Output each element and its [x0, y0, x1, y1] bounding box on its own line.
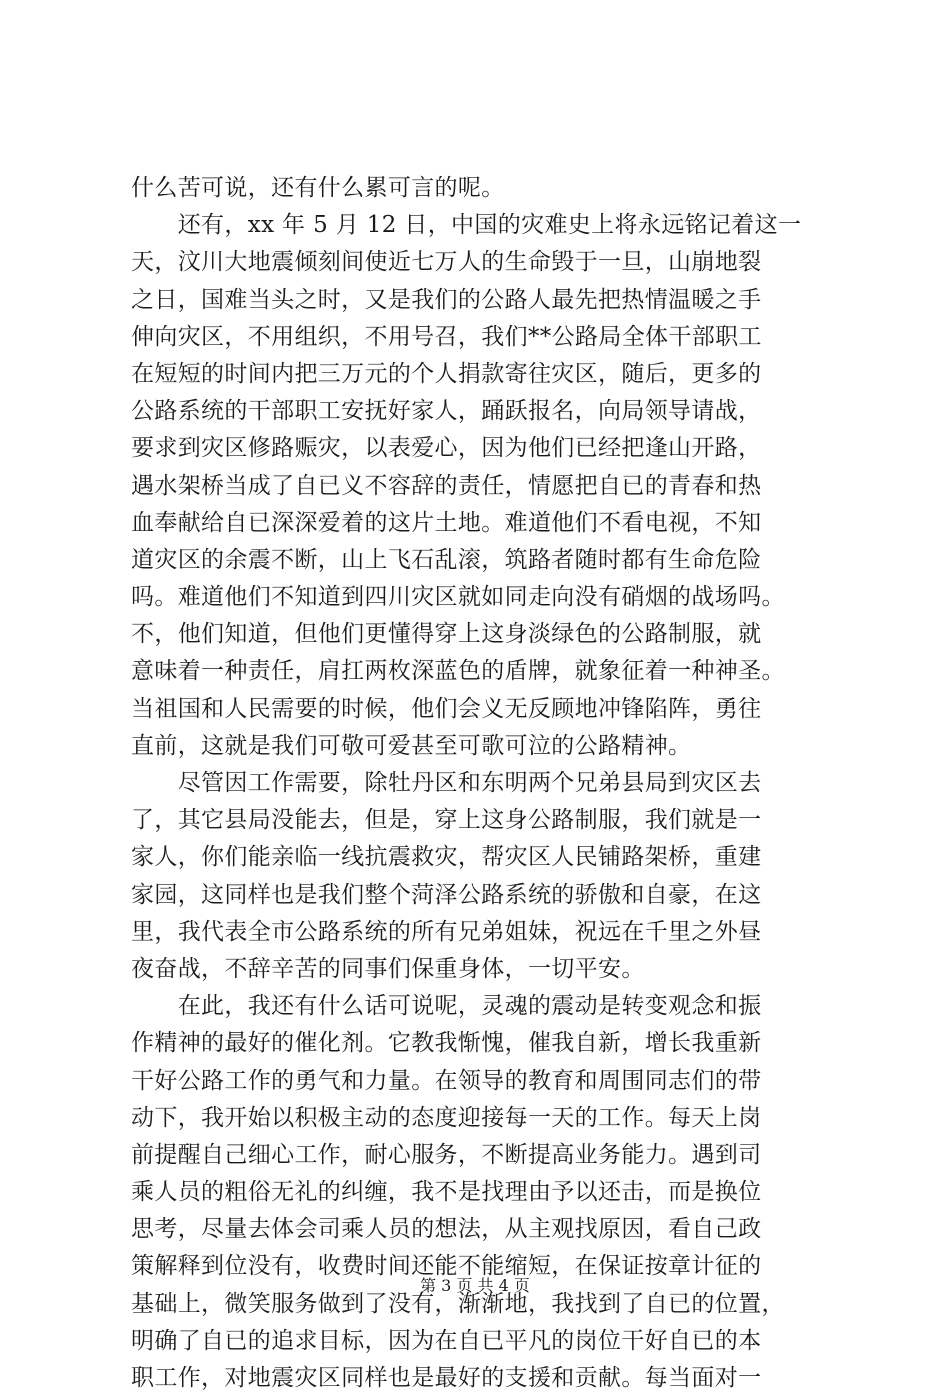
- text-line: 意味着一种责任，肩扛两枚深蓝色的盾牌，就象征着一种神圣。: [131, 658, 785, 685]
- text-line: 什么苦可说，还有什么累可言的呢。: [131, 175, 505, 201]
- text-line: 明确了自已的追求目标，因为在自已平凡的岗位干好自已的本: [131, 1327, 762, 1354]
- text-line: 里，我代表全市公路系统的所有兄弟姐妹，祝远在千里之外昼: [131, 918, 762, 945]
- text-line: 公路系统的干部职工安抚好家人，踊跃报名，向局领导请战，: [131, 398, 762, 425]
- text-line: 不，他们知道，但他们更懂得穿上这身淡绿色的公路制服，就: [131, 621, 762, 648]
- text-line: 还有，xx 年 5 月 12 日，中国的灾难史上将永远铭记着这一: [131, 212, 802, 239]
- text-line: 当祖国和人民需要的时候，他们会义无反顾地冲锋陷阵，勇往: [131, 695, 762, 722]
- text-line: 基础上，微笑服务做到了没有，渐渐地，我找到了自已的位置，: [131, 1290, 785, 1317]
- text-line: 在此，我还有什么话可说呢，灵魂的震动是转变观念和振: [131, 993, 762, 1020]
- text-line: 之日，国难当头之时，又是我们的公路人最先把热情温暖之手: [131, 286, 762, 313]
- page-footer: [0, 1276, 950, 1296]
- text-line: 天，汶川大地震倾刻间使近七万人的生命毁于一旦，山崩地裂: [131, 249, 762, 276]
- text-line: 作精神的最好的催化剂。它教我惭愧，催我自新，增长我重新: [131, 1030, 762, 1057]
- text-line: 乘人员的粗俗无礼的纠缠，我不是找理由予以还击，而是换位: [131, 1179, 762, 1206]
- text-line: 家人，你们能亲临一线抗震救灾，帮灾区人民铺路架桥，重建: [131, 844, 762, 871]
- text-line: 伸向灾区，不用组织，不用号召，我们**公路局全体干部职工: [131, 323, 762, 350]
- text-line: 吗。难道他们不知道到四川灾区就如同走向没有硝烟的战场吗。: [131, 584, 785, 611]
- text-line: 在短短的时间内把三万元的个人捐款寄往灾区，随后，更多的: [131, 360, 762, 387]
- text-line: 夜奋战，不辞辛苦的同事们保重身体，一切平安。: [131, 955, 645, 982]
- text-line: 要求到灾区修路赈灾，以表爱心，因为他们已经把逢山开路，: [131, 435, 762, 462]
- text-line: 血奉献给自已深深爱着的这片土地。难道他们不看电视，不知: [131, 509, 762, 536]
- text-line: 家园，这同样也是我们整个菏泽公路系统的骄傲和自豪，在这: [131, 881, 762, 908]
- text-line: 职工作，对地震灾区同样也是最好的支援和贡献。每当面对一: [131, 1365, 762, 1391]
- text-line: 道灾区的余震不断，山上飞石乱滚，筑路者随时都有生命危险: [131, 546, 762, 573]
- text-line: 思考，尽量去体会司乘人员的想法，从主观找原因，看自己政: [131, 1216, 762, 1243]
- text-line: 策解释到位没有，收费时间还能不能缩短，在保证按章计征的: [131, 1253, 762, 1280]
- text-line: 直前，这就是我们可敬可爱甚至可歌可泣的公路精神。: [131, 732, 692, 759]
- text-line: 遇水架桥当成了自已义不容辞的责任，情愿把自已的青春和热: [131, 472, 762, 499]
- body-text: [131, 170, 831, 1397]
- text-line: 动下，我开始以积极主动的态度迎接每一天的工作。每天上岗: [131, 1104, 762, 1131]
- text-line: 前提醒自己细心工作，耐心服务，不断提高业务能力。遇到司: [131, 1141, 762, 1168]
- text-line: 干好公路工作的勇气和力量。在领导的教育和周围同志们的带: [131, 1067, 762, 1094]
- page-number: 第 3 页 共 4 页: [420, 1276, 530, 1295]
- text-line: 尽管因工作需要，除牡丹区和东明两个兄弟县局到灾区去: [131, 770, 762, 796]
- text-line: 了，其它县局没能去，但是，穿上这身公路制服，我们就是一: [131, 807, 762, 834]
